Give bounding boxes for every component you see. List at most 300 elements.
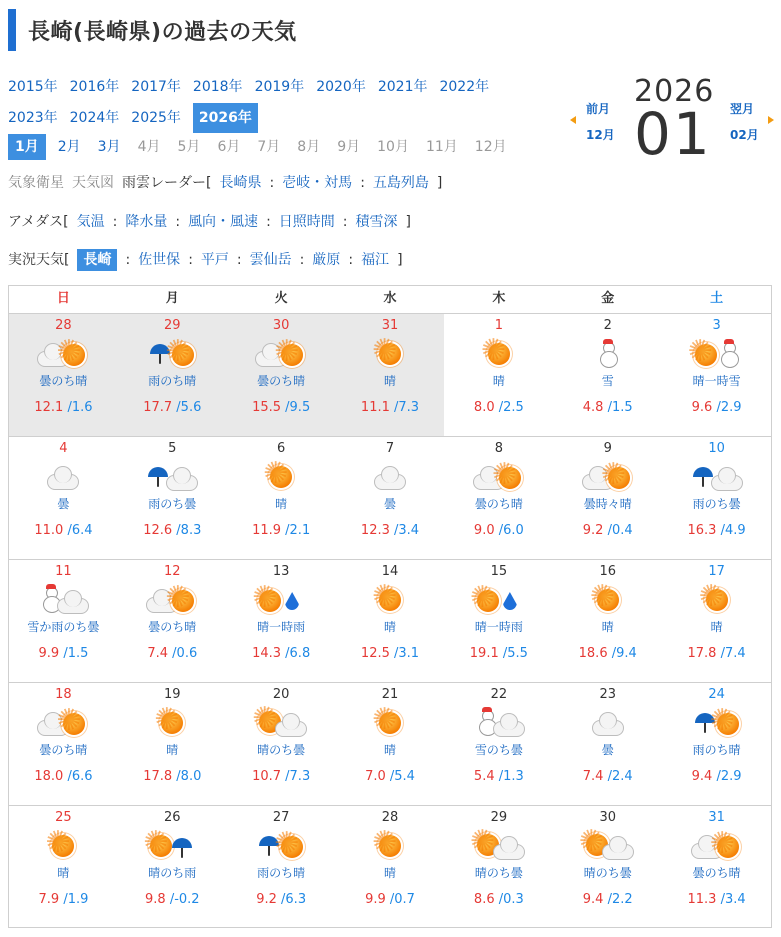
weather-icon	[469, 338, 529, 370]
sun-icon	[270, 466, 292, 488]
sun-icon	[172, 590, 194, 612]
year-link[interactable]: 2016年	[69, 79, 120, 95]
cloud-icon	[47, 474, 79, 490]
separator-text: :	[342, 214, 348, 230]
weekday-label: 土	[710, 291, 724, 306]
day-cell[interactable]	[662, 560, 771, 682]
temp-max: 9.9	[38, 646, 60, 661]
page-title: 長崎(長崎県)の過去の天気	[28, 19, 297, 45]
umbrella-icon	[172, 838, 192, 848]
day-cell[interactable]	[553, 437, 662, 559]
temp-max: 9.9	[365, 892, 386, 907]
separator-text: 雨雲レーダー[	[122, 175, 212, 191]
temperature-range	[9, 400, 118, 415]
location-link[interactable]: 日照時間	[278, 214, 335, 230]
temp-min: /2.9	[716, 769, 742, 784]
location-link[interactable]: 降水量	[125, 214, 168, 230]
selected-location[interactable]: 長崎	[77, 249, 117, 271]
month-disabled: 12月	[474, 139, 507, 155]
sun-icon	[281, 836, 303, 858]
year-link[interactable]: 2024年	[69, 110, 120, 126]
weather-text: 晴	[384, 374, 397, 388]
location-link[interactable]: 雲仙岳	[249, 252, 292, 268]
temp-min: /2.4	[607, 769, 633, 784]
temp-min: /2.2	[607, 892, 633, 907]
weather-text: 晴	[492, 374, 505, 388]
temp-min: /7.4	[720, 646, 746, 661]
temperature-range	[336, 646, 445, 661]
day-cell[interactable]	[553, 560, 662, 682]
sun-icon	[379, 343, 401, 365]
temp-min: /5.6	[176, 400, 202, 415]
day-cell[interactable]	[9, 806, 118, 929]
weather-text: 晴	[57, 866, 70, 880]
weather-text: 雨のち曇	[148, 497, 197, 511]
snowman-hat-icon	[482, 707, 492, 712]
temp-max: 9.0	[473, 523, 495, 538]
weather-icon	[469, 707, 529, 739]
year-link[interactable]: 2020年	[316, 79, 366, 95]
temperature-range	[9, 892, 118, 907]
weekday-label: 日	[56, 291, 70, 306]
weather-text: 晴	[601, 620, 614, 634]
temperature-range	[118, 892, 227, 907]
temp-max: 17.7	[143, 400, 173, 415]
temp-max: 12.1	[34, 400, 64, 415]
location-link[interactable]: 積雪深	[355, 214, 398, 230]
day-cell[interactable]	[662, 437, 771, 559]
weather-text: 曇のち晴	[39, 743, 88, 757]
sun-icon	[477, 590, 499, 612]
weather-icon	[578, 707, 638, 739]
day-cell[interactable]	[118, 314, 227, 436]
snowman-hat-icon	[46, 584, 56, 589]
weather-text: 雨のち晴	[257, 866, 306, 880]
cloud-icon	[374, 474, 406, 490]
temp-max: 9.6	[691, 400, 713, 415]
temp-min: /2.9	[716, 400, 742, 415]
day-number: 8	[494, 441, 503, 456]
weather-icon	[33, 338, 93, 370]
location-link[interactable]: 壱岐・対馬	[282, 175, 353, 191]
weekday-label: 火	[274, 291, 288, 306]
month-link[interactable]: 3月	[97, 139, 121, 155]
weather-text: 晴のち曇	[583, 866, 632, 880]
temp-min: /6.3	[281, 892, 307, 907]
day-number: 26	[164, 810, 181, 825]
temperature-range	[227, 523, 336, 538]
day-number: 28	[381, 810, 399, 825]
day-number: 30	[272, 318, 290, 333]
temperature-range	[9, 769, 118, 784]
weather-text: 曇	[57, 497, 70, 511]
weather-icon	[578, 338, 638, 370]
month-navigation	[572, 74, 772, 168]
sun-icon	[379, 712, 401, 734]
day-cell[interactable]	[227, 683, 336, 805]
sun-icon	[488, 343, 510, 365]
temp-max: 17.8	[143, 769, 173, 784]
day-cell[interactable]	[9, 683, 118, 805]
temp-max: 9.4	[691, 769, 713, 784]
day-number: 16	[599, 564, 616, 579]
temp-max: 19.1	[469, 646, 499, 661]
weekday-label: 水	[383, 291, 397, 306]
temp-min: /0.3	[498, 892, 524, 907]
temp-min: /0.7	[389, 892, 415, 907]
day-cell[interactable]	[9, 560, 118, 682]
day-cell[interactable]	[118, 560, 227, 682]
disabled-link: 気象衛星	[8, 175, 64, 191]
weather-text: 曇のち晴	[474, 497, 523, 511]
month-active: 1月	[8, 134, 46, 160]
weather-text: 雨のち晴	[692, 743, 741, 757]
snowman-icon	[600, 342, 616, 368]
calendar-week	[9, 806, 771, 929]
separator-text: :	[266, 214, 271, 230]
cloud-icon	[493, 844, 525, 860]
weather-text: 晴一時雪	[692, 374, 741, 388]
day-cell[interactable]	[336, 683, 445, 805]
temp-min: /0.6	[172, 646, 198, 661]
temp-min: /7.3	[285, 769, 311, 784]
arrow-left-icon	[570, 116, 576, 124]
temp-min: /6.0	[498, 523, 524, 538]
day-number: 29	[490, 810, 508, 825]
day-number: 13	[272, 564, 290, 579]
temp-max: 8.0	[473, 400, 495, 415]
separator-text: :	[269, 175, 275, 191]
day-number: 3	[712, 318, 721, 333]
temp-max: 12.3	[360, 523, 390, 538]
weather-icon	[142, 830, 202, 862]
day-cell[interactable]	[444, 806, 553, 929]
sun-icon	[597, 589, 619, 611]
weather-icon	[251, 830, 311, 862]
temperature-range	[227, 769, 336, 784]
weather-icon	[578, 461, 638, 493]
temp-min: /1.6	[67, 400, 93, 415]
snowman-hat-icon	[603, 339, 613, 344]
day-cell[interactable]	[444, 560, 553, 682]
sun-icon	[717, 836, 739, 858]
location-link[interactable]: 長崎県	[219, 175, 262, 191]
temp-min: /5.5	[502, 646, 528, 661]
separator-text: :	[360, 175, 365, 191]
weather-text: 曇のち晴	[148, 620, 197, 634]
temperature-range	[444, 769, 553, 784]
weather-icon	[251, 584, 311, 616]
weather-icon	[687, 338, 747, 370]
weather-text: 曇のち晴	[39, 374, 88, 388]
separator-text: :	[175, 214, 181, 230]
day-number: 9	[603, 441, 612, 456]
cloud-icon	[592, 720, 624, 736]
arrow-right-icon	[768, 116, 774, 124]
month-disabled: 10月	[377, 139, 409, 155]
year-link[interactable]: 2015年	[8, 79, 58, 95]
separator-text: ]	[405, 214, 411, 230]
temp-max: 9.2	[256, 892, 277, 907]
day-number: 31	[381, 318, 399, 333]
weather-icon	[251, 338, 311, 370]
temp-max: 16.3	[687, 523, 717, 538]
temp-min: /0.4	[607, 523, 633, 538]
day-cell[interactable]	[9, 437, 118, 559]
year-link[interactable]: 2019年	[254, 79, 305, 95]
sun-icon	[695, 344, 717, 366]
temp-max: 11.1	[360, 400, 390, 415]
year-link[interactable]: 2022年	[439, 79, 490, 95]
weather-text: 晴	[166, 743, 179, 757]
weather-text: 晴	[384, 743, 397, 757]
day-number: 6	[277, 441, 286, 456]
weather-icon	[687, 707, 747, 739]
temp-min: /9.5	[285, 400, 311, 415]
day-cell[interactable]	[9, 314, 118, 436]
day-cell[interactable]	[444, 314, 553, 436]
temperature-range	[336, 523, 445, 538]
separator-text: :	[188, 252, 193, 268]
day-number: 24	[708, 687, 725, 702]
day-number: 12	[164, 564, 181, 579]
separator-text: :	[236, 252, 242, 268]
snowman-icon	[479, 710, 495, 736]
temp-max: 17.8	[687, 646, 717, 661]
separator-text: :	[112, 214, 118, 230]
cloud-icon	[602, 844, 634, 860]
year-link[interactable]: 2017年	[131, 79, 181, 95]
amedas-links	[8, 211, 419, 231]
temperature-range	[444, 400, 553, 415]
temp-max: 7.4	[147, 646, 169, 661]
day-cell[interactable]	[118, 437, 227, 559]
radar-links	[8, 172, 450, 192]
day-number: 14	[381, 564, 399, 579]
separator-text: ]	[397, 252, 403, 268]
month-disabled: 5月	[177, 139, 201, 155]
sun-icon	[52, 835, 74, 857]
day-number: 10	[708, 441, 725, 456]
location-link[interactable]: 気温	[76, 214, 105, 230]
temp-min: /8.3	[176, 523, 202, 538]
location-link[interactable]: 福江	[361, 252, 390, 268]
day-cell[interactable]	[227, 560, 336, 682]
cloud-icon	[166, 475, 198, 491]
day-cell[interactable]	[336, 314, 445, 436]
separator-text: :	[348, 252, 354, 268]
day-number: 1	[494, 318, 503, 333]
sun-icon	[161, 712, 183, 734]
weather-calendar	[8, 285, 772, 928]
location-link[interactable]: 佐世保	[138, 252, 181, 268]
day-number: 23	[599, 687, 616, 702]
weather-text: 晴	[710, 620, 723, 634]
weather-icon	[360, 830, 420, 862]
sun-icon	[499, 467, 521, 489]
year-link[interactable]: 2025年	[131, 110, 181, 126]
month-selector	[8, 134, 519, 160]
temp-max: 11.3	[687, 892, 717, 907]
temperature-range	[9, 523, 118, 538]
temperature-range	[227, 646, 336, 661]
temp-max: 12.5	[360, 646, 390, 661]
location-link[interactable]: 五島列島	[372, 175, 429, 191]
temp-max: 8.6	[473, 892, 495, 907]
year-link[interactable]: 2023年	[8, 110, 58, 126]
day-number: 31	[708, 810, 725, 825]
month-disabled: 4月	[137, 139, 161, 155]
day-number: 20	[272, 687, 290, 702]
next-month-caption: 翌月	[730, 102, 755, 116]
day-cell[interactable]	[553, 683, 662, 805]
month-disabled: 7月	[257, 139, 281, 155]
temp-max: 14.3	[252, 646, 282, 661]
temperature-range	[118, 523, 227, 538]
weather-icon	[251, 461, 311, 493]
day-number: 19	[164, 687, 181, 702]
temp-max: 10.7	[252, 769, 282, 784]
day-cell[interactable]	[662, 806, 771, 929]
weather-text: 曇のち晴	[692, 866, 741, 880]
temp-max: 11.9	[252, 523, 282, 538]
temp-min: /3.4	[720, 892, 746, 907]
day-cell[interactable]	[553, 314, 662, 436]
day-number: 11	[55, 564, 72, 579]
weather-text: 晴	[384, 620, 397, 634]
prev-month-caption: 前月	[586, 102, 611, 116]
temperature-range	[336, 769, 445, 784]
sun-icon	[608, 467, 630, 489]
weekday-header	[9, 286, 771, 314]
temperature-range	[553, 523, 662, 538]
location-link[interactable]: 風向・風速	[188, 214, 259, 230]
temperature-range	[444, 523, 553, 538]
calendar-week	[9, 437, 771, 560]
temp-max: 7.0	[365, 769, 386, 784]
day-cell[interactable]	[662, 314, 771, 436]
year-link[interactable]: 2018年	[192, 79, 243, 95]
sun-icon	[63, 344, 85, 366]
day-cell[interactable]	[336, 806, 445, 929]
weather-icon	[360, 338, 420, 370]
weather-icon	[251, 707, 311, 739]
temp-max: 9.8	[145, 892, 166, 907]
day-number: 5	[168, 441, 177, 456]
weather-icon	[469, 461, 529, 493]
weather-icon	[142, 338, 202, 370]
temp-max: 4.8	[582, 400, 604, 415]
cloud-icon	[275, 721, 307, 737]
weather-text: 雪のち曇	[474, 743, 523, 757]
current-year: 2026	[634, 74, 715, 109]
sun-icon	[379, 835, 401, 857]
temperature-range	[553, 646, 662, 661]
year-link[interactable]: 2021年	[377, 79, 428, 95]
temp-min: /5.4	[389, 769, 415, 784]
location-link[interactable]: 厳原	[312, 252, 341, 268]
day-number: 18	[55, 687, 72, 702]
day-cell[interactable]	[118, 683, 227, 805]
snowman-hat-icon	[724, 339, 734, 344]
location-link[interactable]: 平戸	[200, 252, 229, 268]
cloud-icon	[493, 721, 525, 737]
page-header	[8, 8, 768, 52]
year-selector	[8, 72, 548, 134]
sun-icon	[717, 713, 739, 735]
weather-text: 晴一時雨	[257, 620, 306, 634]
weather-icon	[578, 584, 638, 616]
temp-min: /1.9	[63, 892, 89, 907]
weather-icon	[33, 830, 93, 862]
temp-min: /6.6	[67, 769, 93, 784]
weather-icon	[142, 584, 202, 616]
sun-icon	[281, 344, 303, 366]
temperature-range	[662, 523, 771, 538]
weather-text: 晴のち曇	[257, 743, 306, 757]
observation-links	[8, 249, 411, 269]
temp-min: /3.4	[394, 523, 420, 538]
weather-icon	[578, 830, 638, 862]
temperature-range	[444, 646, 553, 661]
separator-text: アメダス[	[8, 214, 69, 230]
separator-text: :	[125, 252, 131, 268]
day-number: 25	[55, 810, 72, 825]
weather-icon	[142, 461, 202, 493]
temp-min: /2.1	[285, 523, 311, 538]
temp-min: /8.0	[176, 769, 202, 784]
current-month: 01	[634, 100, 712, 168]
day-cell[interactable]	[444, 437, 553, 559]
day-cell[interactable]	[336, 437, 445, 559]
temp-max: 18.0	[34, 769, 64, 784]
day-cell[interactable]	[118, 806, 227, 929]
month-disabled: 11月	[425, 139, 458, 155]
month-link[interactable]: 2月	[57, 139, 81, 155]
weekday-label: 木	[492, 291, 506, 306]
temperature-range	[227, 892, 336, 907]
temperature-range	[553, 400, 662, 415]
temp-min: /1.3	[498, 769, 524, 784]
raindrop-icon	[285, 592, 299, 610]
temperature-range	[662, 646, 771, 661]
day-cell[interactable]	[227, 437, 336, 559]
temperature-range	[118, 769, 227, 784]
day-number: 17	[708, 564, 725, 579]
day-cell[interactable]	[553, 806, 662, 929]
weather-icon	[142, 707, 202, 739]
weather-icon	[33, 707, 93, 739]
day-cell[interactable]	[662, 683, 771, 805]
weather-text: 曇時々晴	[583, 497, 632, 511]
weather-text: 晴	[384, 866, 397, 880]
temp-min: /2.5	[498, 400, 524, 415]
day-cell[interactable]	[444, 683, 553, 805]
disabled-link: 天気図	[72, 175, 114, 191]
cloud-icon	[57, 598, 89, 614]
day-number: 30	[599, 810, 616, 825]
temp-max: 9.2	[582, 523, 604, 538]
temperature-range	[9, 646, 118, 661]
day-number: 28	[55, 318, 72, 333]
day-cell[interactable]	[227, 806, 336, 929]
day-cell[interactable]	[336, 560, 445, 682]
separator-text: 実況天気[	[8, 252, 70, 268]
day-number: 29	[164, 318, 181, 333]
temp-max: 18.6	[578, 646, 608, 661]
temperature-range	[118, 400, 227, 415]
day-cell[interactable]	[227, 314, 336, 436]
